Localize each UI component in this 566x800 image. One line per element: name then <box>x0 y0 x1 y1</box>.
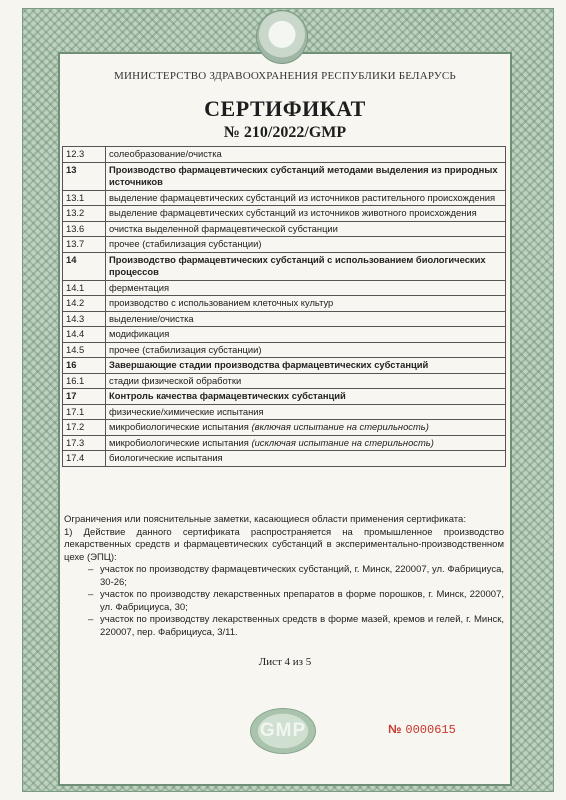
item-code: 14.3 <box>63 311 106 327</box>
item-text: прочее (стабилизация субстанции) <box>109 238 262 249</box>
item-code: 13.1 <box>63 190 106 206</box>
state-emblem-icon <box>256 10 308 64</box>
item-description <box>106 389 506 405</box>
table-row <box>63 237 506 253</box>
table-row <box>63 296 506 312</box>
table-row <box>63 221 506 237</box>
site-list-item: – участок по производству лекарственных средств в форме мазей, кремов и гелей, г. Минск, 220007, пер. Фабрициуса, 3/11. <box>100 614 504 639</box>
scope-table <box>62 146 506 467</box>
notes-paragraph: 1) Действие данного сертификата распространяется на промышленное производство лекарственных средств и фармацевтических субстанций в экспериментально-производственном цехе (ЭПЦ): <box>64 526 504 563</box>
item-code: 17.2 <box>63 420 106 436</box>
item-description <box>106 162 506 190</box>
item-code: 14 <box>63 252 106 280</box>
table-row <box>63 451 506 467</box>
site-list-item: – участок по производству лекарственных препаратов в форме порошков, г. Минск, 220007, ул. Фабрициуса, 30; <box>100 589 504 614</box>
item-description <box>106 451 506 467</box>
item-code: 17.4 <box>63 451 106 467</box>
table-row <box>63 420 506 436</box>
item-text: выделение/очистка <box>109 312 194 324</box>
sheet-number: Лист 4 из 5 <box>258 656 312 668</box>
item-code: 14.1 <box>63 280 106 296</box>
item-description <box>106 342 506 358</box>
notes-heading: Ограничения или пояснительные заметки, касающиеся области применения сертификата: <box>64 514 466 525</box>
item-code: 14.5 <box>63 342 106 358</box>
item-code: 16 <box>63 358 106 374</box>
item-code: 17.3 <box>63 435 106 451</box>
item-description <box>106 280 506 296</box>
item-description <box>106 237 506 253</box>
notes-section <box>64 514 504 639</box>
table-row <box>63 280 506 296</box>
item-text: производство с использованием клеточных культур <box>109 297 334 308</box>
table-row <box>63 190 506 206</box>
table-row <box>63 404 506 420</box>
item-code: 17 <box>63 389 106 405</box>
table-row <box>63 358 506 374</box>
item-code: 12.3 <box>63 147 106 163</box>
item-description <box>106 420 506 436</box>
serial-value: 0000615 <box>405 723 456 737</box>
item-code: 13.2 <box>63 206 106 222</box>
item-text: выделение фармацевтических субстанций из источников растительного происхождения <box>109 191 496 203</box>
item-text: Завершающие стадии производства фармацевтических субстанций <box>109 359 429 370</box>
item-description <box>106 147 506 163</box>
ministry-name: МИНИСТЕРСТВО ЗДРАВООХРАНЕНИЯ РЕСПУБЛИКИ БЕЛАРУСЬ <box>114 70 456 82</box>
item-description <box>106 435 506 451</box>
item-description <box>106 190 506 206</box>
item-code: 13.6 <box>63 221 106 237</box>
item-text: ферментация <box>109 281 170 293</box>
item-text: прочее (стабилизация субстанции) <box>109 343 262 355</box>
table-row <box>63 162 506 190</box>
item-code: 13.7 <box>63 237 106 253</box>
item-description <box>106 373 506 389</box>
site-list <box>64 564 504 639</box>
table-row <box>63 435 506 451</box>
item-text: солеобразование/очистка <box>109 148 222 159</box>
item-code: 16.1 <box>63 373 106 389</box>
item-description <box>106 296 506 312</box>
item-text: очистка выделенной фармацевтической субстанции <box>109 222 338 234</box>
item-description <box>106 221 506 237</box>
serial-number <box>388 722 456 737</box>
table-row <box>63 327 506 343</box>
item-description <box>106 404 506 420</box>
item-text: Производство фармацевтических субстанций с использованием биологических процессов <box>109 253 486 277</box>
item-text: стадии физической обработки <box>109 374 242 386</box>
item-note: (исключая испытание на стерильность) <box>251 436 434 448</box>
item-code: 13 <box>63 162 106 190</box>
item-text: физические/химические испытания <box>109 405 264 417</box>
table-row <box>63 206 506 222</box>
gmp-logo: GMP <box>250 708 316 754</box>
certificate-title: СЕРТИФИКАТ <box>204 96 366 121</box>
item-text: биологические испытания <box>109 452 223 463</box>
table-row <box>63 252 506 280</box>
site-list-item: – участок по производству фармацевтических субстанций, г. Минск, 220007, ул. Фабрициуса, 30-26; <box>100 564 504 589</box>
table-row <box>63 373 506 389</box>
certificate-number: № 210/2022/GMP <box>223 124 347 141</box>
item-text: Контроль качества фармацевтических субстанций <box>109 390 346 401</box>
table-row <box>63 342 506 358</box>
item-text: выделение фармацевтических субстанций из источников животного происхождения <box>109 207 477 218</box>
item-description <box>106 358 506 374</box>
item-text: микробиологические испытания <box>109 436 249 448</box>
item-text: модификация <box>109 328 170 339</box>
item-code: 14.2 <box>63 296 106 312</box>
item-text: микробиологические испытания <box>109 421 249 432</box>
item-description <box>106 327 506 343</box>
item-code: 17.1 <box>63 404 106 420</box>
item-description <box>106 252 506 280</box>
item-description <box>106 206 506 222</box>
table-row <box>63 389 506 405</box>
table-row <box>63 311 506 327</box>
item-note: (включая испытание на стерильность) <box>251 421 429 432</box>
item-description <box>106 311 506 327</box>
table-row <box>63 147 506 163</box>
number-sign: № <box>388 722 402 736</box>
item-text: Производство фармацевтических субстанций методами выделения из природных источников <box>109 163 498 187</box>
item-code: 14.4 <box>63 327 106 343</box>
